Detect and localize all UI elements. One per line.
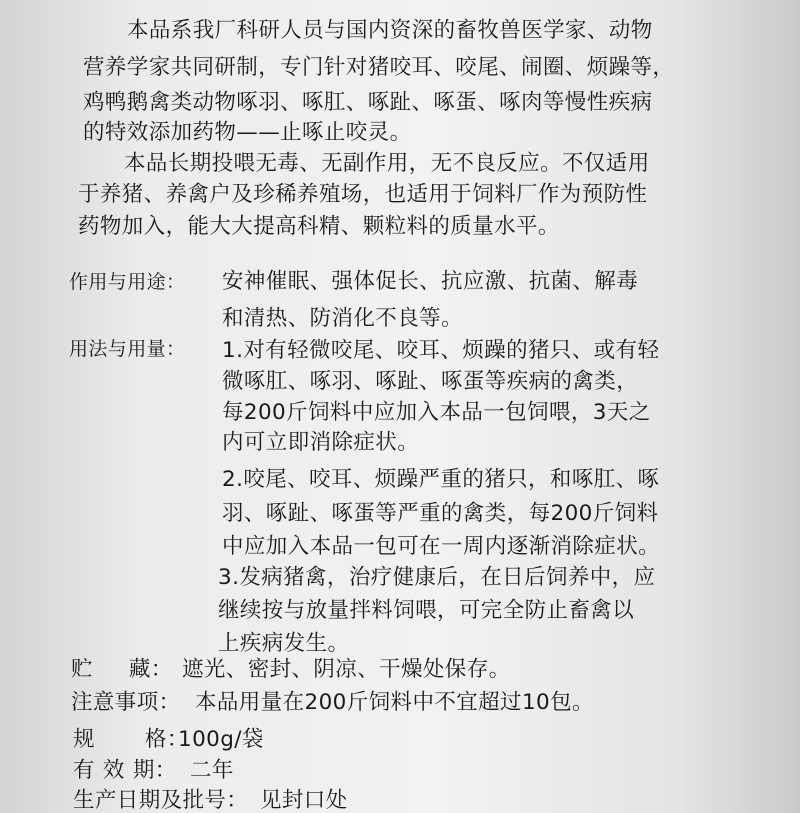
intro-p2-line2: 于养猪、养禽户及珍稀养殖场，也适用于饲料厂作为预防性 [78, 182, 648, 207]
usage-line1: 安神催眠、强体促长、抗应激、抗菌、解毒 [222, 269, 639, 294]
dosage-item1-line1: 1.对有轻微咬尾、咬耳、烦躁的猪只、或有轻 [222, 338, 660, 363]
validity-label-char2: 效 [102, 758, 125, 783]
notes-value: 本品用量在200斤饲料中不宜超过10包。 [195, 690, 594, 715]
spec-label [73, 729, 189, 751]
validity-label-char1: 有 [73, 758, 95, 783]
intro-p2-line3: 药物加入，能大大提高科精、颗粒料的质量水平。 [78, 214, 560, 239]
storage-label-char2: 藏： [128, 657, 173, 682]
dosage-item2-line3: 中应加入本品一包可在一周内逐渐消除症状。 [222, 534, 661, 559]
validity-value: 二年 [190, 758, 234, 783]
dosage-item2-line2: 羽、啄趾、啄蛋等严重的禽类，每200斤饲料 [222, 501, 659, 526]
storage-value: 遮光、密封、阴凉、干燥处保存。 [182, 657, 511, 682]
intro-p1-line4: 的特效添加药物——止啄止咬灵。 [83, 120, 412, 145]
intro-p1-line1: 本品系我厂科研人员与国内资深的畜牧兽医学家、动物 [127, 18, 653, 43]
dosage-item1-line4: 内可立即消除症状。 [222, 430, 420, 455]
usage-label: 作用与用途： [69, 271, 186, 293]
usage-line2: 和清热、防消化不良等。 [222, 306, 463, 331]
spec-value: 100g/袋 [178, 727, 264, 752]
dosage-item2-line1: 2.咬尾、咬耳、烦躁严重的猪只，和啄肛、啄 [222, 467, 660, 492]
validity-label [73, 760, 177, 782]
intro-p2-line1: 本品长期投喂无毒、无副作用，无不良反应。不仅适用 [124, 151, 650, 176]
dosage-item3-line1: 3.发病猪禽，治疗健康后，在日后饲养中，应 [218, 565, 656, 590]
notes-label: 注意事项： [71, 690, 181, 715]
storage-label-char1: 贮 [71, 657, 93, 682]
dosage-item3-line2: 继续按与放量拌料饲喂，可完全防止畜禽以 [218, 598, 635, 623]
dosage-item1-line2: 微啄肛、啄羽、啄趾、啄蛋等疾病的禽类， [222, 369, 639, 394]
intro-p1-line2: 营养学家共同研制，专门针对猪咬耳、咬尾、闹圈、烦躁等， [83, 55, 675, 80]
validity-label-char3: 期： [132, 758, 177, 783]
dosage-item1-line3: 每200斤饲料中应加入本品一包饲喂，3天之 [222, 400, 651, 425]
intro-p1-line3: 鸡鸭鹅禽类动物啄羽、啄肛、啄趾、啄蛋、啄肉等慢性疾病 [83, 90, 653, 115]
storage-label [71, 659, 173, 681]
spec-label-char2: 格： [144, 727, 189, 752]
production-value: 见封口处 [260, 788, 348, 813]
production-label: 生产日期及批号： [73, 788, 249, 813]
spec-label-char1: 规 [73, 727, 95, 752]
dosage-item3-line3: 上疾病发生。 [218, 631, 350, 656]
dosage-label: 用法与用量： [69, 338, 186, 360]
